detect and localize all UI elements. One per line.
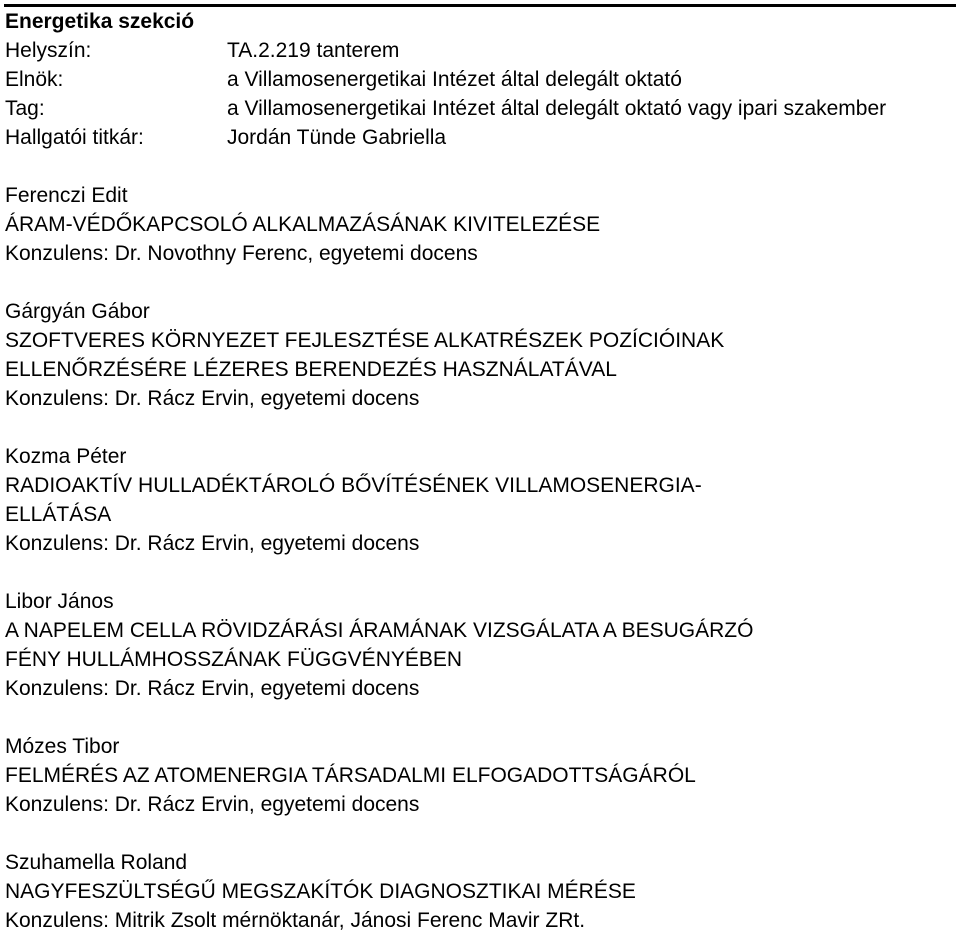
info-label: Helyszín: — [5, 39, 92, 62]
thesis-title: ELLENŐRZÉSÉRE LÉZERES BERENDEZÉS HASZNÁLATÁVAL — [5, 358, 617, 381]
thesis-entry — [5, 297, 955, 413]
thesis-entry — [5, 587, 955, 703]
thesis-title: SZOFTVERES KÖRNYEZET FEJLESZTÉSE ALKATRÉSZEK POZÍCIÓINAK — [5, 329, 725, 352]
info-row-chair — [5, 65, 955, 94]
thesis-title: RADIOAKTÍV HULLADÉKTÁROLÓ BŐVÍTÉSÉNEK VILLAMOSENERGIA- — [5, 474, 702, 497]
student-name: Mózes Tibor — [5, 735, 120, 758]
info-row-member — [5, 94, 955, 123]
thesis-title: A NAPELEM CELLA RÖVIDZÁRÁSI ÁRAMÁNAK VIZSGÁLATA A BESUGÁRZÓ — [5, 619, 754, 642]
thesis-entry — [5, 732, 955, 819]
consultant: Konzulens: Dr. Rácz Ervin, egyetemi docens — [5, 677, 420, 700]
consultant: Konzulens: Mitrik Zsolt mérnöktanár, Jánosi Ferenc Mavir ZRt. — [5, 909, 586, 932]
thesis-entry — [5, 442, 955, 558]
info-value: a Villamosenergetikai Intézet által delegált oktató vagy ipari szakember — [227, 97, 887, 120]
info-label: Hallgatói titkár: — [5, 126, 144, 149]
student-name: Kozma Péter — [5, 445, 127, 468]
info-label: Tag: — [5, 97, 45, 120]
thesis-entry — [5, 848, 955, 935]
thesis-title: NAGYFESZÜLTSÉGŰ MEGSZAKÍTÓK DIAGNOSZTIKAI MÉRÉSE — [5, 880, 636, 903]
section-info — [5, 36, 955, 152]
info-value: TA.2.219 tanterem — [227, 39, 400, 62]
thesis-title: ÁRAM-VÉDŐKAPCSOLÓ ALKALMAZÁSÁNAK KIVITELEZÉSE — [5, 213, 601, 236]
info-label: Elnök: — [5, 68, 64, 91]
consultant: Konzulens: Dr. Novothny Ferenc, egyetemi docens — [5, 242, 478, 265]
thesis-title: FELMÉRÉS AZ ATOMENERGIA TÁRSADALMI ELFOGADOTTSÁGÁRÓL — [5, 764, 696, 787]
thesis-title: FÉNY HULLÁMHOSSZÁNAK FÜGGVÉNYÉBEN — [5, 648, 463, 671]
consultant: Konzulens: Dr. Rácz Ervin, egyetemi docens — [5, 387, 420, 410]
info-value: Jordán Tünde Gabriella — [227, 126, 447, 149]
consultant: Konzulens: Dr. Rácz Ervin, egyetemi docens — [5, 793, 420, 816]
thesis-title: ELLÁTÁSA — [5, 503, 112, 526]
info-value: a Villamosenergetikai Intézet által delegált oktató — [227, 68, 682, 91]
document-page — [5, 7, 955, 935]
student-name: Ferenczi Edit — [5, 184, 128, 207]
student-name: Szuhamella Roland — [5, 851, 188, 874]
student-name: Gárgyán Gábor — [5, 300, 150, 323]
student-name: Libor János — [5, 590, 114, 613]
consultant: Konzulens: Dr. Rácz Ervin, egyetemi docens — [5, 532, 420, 555]
thesis-entry — [5, 181, 955, 268]
info-row-location — [5, 36, 955, 65]
info-row-secretary — [5, 123, 955, 152]
section-title: Energetika szekció — [5, 10, 195, 33]
